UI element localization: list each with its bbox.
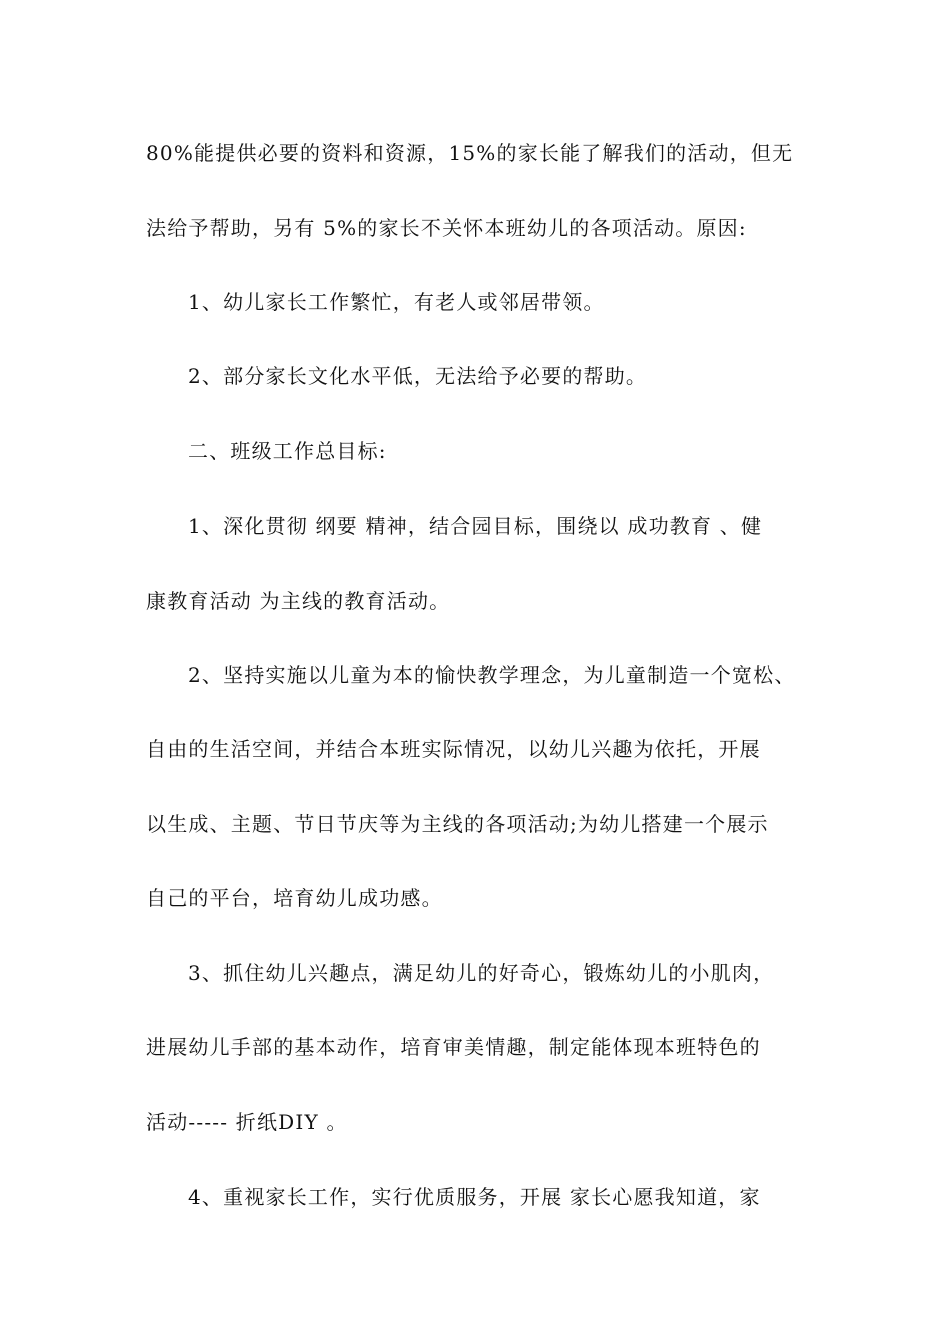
paragraph-line: 80%能提供必要的资料和资源，15%的家长能了解我们的活动，但无 <box>146 141 794 165</box>
paragraph-line: 以生成、主题、节日节庆等为主线的各项活动;为幼儿搭建一个展示 <box>146 812 769 836</box>
list-item: 1、幼儿家长工作繁忙，有老人或邻居带领。 <box>188 290 605 314</box>
paragraph-line: 进展幼儿手部的基本动作，培育审美情趣，制定能体现本班特色的 <box>146 1035 761 1059</box>
list-item: 2、坚持实施以儿童为本的愉快教学理念，为儿童制造一个宽松、 <box>188 663 796 687</box>
list-item: 3、抓住幼儿兴趣点，满足幼儿的好奇心，锻炼幼儿的小肌肉， <box>188 961 775 985</box>
paragraph-line: 康教育活动 为主线的教育活动。 <box>146 589 451 613</box>
paragraph-line: 自由的生活空间，并结合本班实际情况，以幼儿兴趣为依托，开展 <box>146 737 761 761</box>
section-heading: 二、班级工作总目标: <box>188 439 387 463</box>
list-item: 1、深化贯彻 纲要 精神，结合园目标，围绕以 成功教育 、健 <box>188 514 763 538</box>
paragraph-line: 法给予帮助，另有 5%的家长不关怀本班幼儿的各项活动。原因: <box>146 216 747 240</box>
paragraph-line: 活动----- 折纸DIY 。 <box>146 1110 348 1134</box>
list-item: 2、部分家长文化水平低，无法给予必要的帮助。 <box>188 364 648 388</box>
paragraph-line: 自己的平台，培育幼儿成功感。 <box>146 886 443 910</box>
list-item: 4、重视家长工作，实行优质服务，开展 家长心愿我知道，家 <box>188 1185 761 1209</box>
